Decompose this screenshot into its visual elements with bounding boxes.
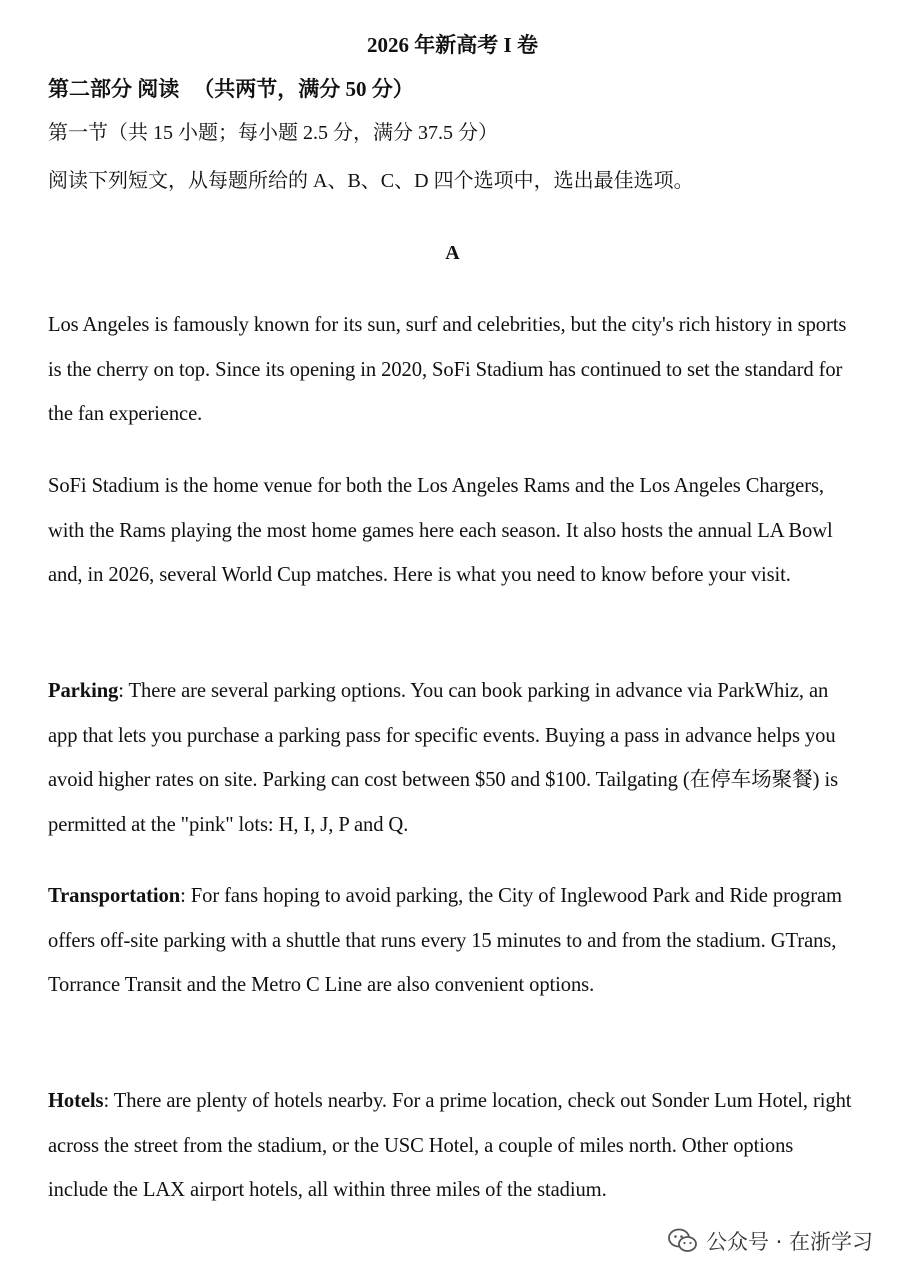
part-label: 第二部分 阅读: [48, 77, 180, 101]
wechat-icon: [668, 1228, 698, 1254]
paragraph-hotels: [48, 1079, 853, 1213]
paragraph-transportation: [48, 874, 853, 1008]
paragraph-term-parking: Parking: [48, 680, 119, 702]
instruction-text: 阅读下列短文，从每题所给的 A、B、C、D 四个选项中，选出最佳选项。: [48, 170, 694, 192]
paragraph-term-transportation: Transportation: [48, 885, 181, 907]
paragraph-text: Los Angeles is famously known for its sun, surf and celebrities, but the city's rich history in sports is the cherry on top. Since its opening in 2020, SoFi Stadium has continued to set the standard for the fan experience.: [48, 314, 847, 425]
paragraph-text: : There are several parking options. You can book parking in advance via ParkWhiz, an app that lets you purchase a parking pass for specific events. Buying a pass in advance helps you avoid higher rates on site. Parking can cost between $50 and $100. Tailgating (在停车场聚餐) is permitted at the "pink" lots: H, I, J, P and Q.: [48, 680, 838, 836]
watermark-text: 公众号 · 在浙学习: [705, 1230, 873, 1254]
section-heading: 第一节（共 15 小题；每小题 2.5 分，满分 37.5 分）: [48, 122, 498, 144]
paragraph-text: : For fans hoping to avoid parking, the City of Inglewood Park and Ride program offers off-site parking with a shuttle that runs every 15 minutes to and from the stadium. GTrans, Torrance Transit and the Metro C Line are also convenient options.: [48, 885, 842, 996]
passage-letter: A: [445, 242, 460, 264]
part-note: （共两节，满分 50 分）: [193, 77, 414, 101]
paragraph-parking: [48, 669, 853, 847]
paragraph-term-hotels: Hotels: [48, 1090, 104, 1112]
paragraph-intro: [48, 303, 853, 437]
paragraph-venue: [48, 464, 853, 598]
paragraph-text: SoFi Stadium is the home venue for both the Los Angeles Rams and the Los Angeles Chargers, with the Rams playing the most home games here each season. It also hosts the annual LA Bowl and, in 2026, several World Cup matches. Here is what you need to know before your visit.: [48, 475, 833, 586]
part-heading: [48, 74, 414, 104]
wechat-watermark: [664, 1224, 877, 1258]
paragraph-text: : There are plenty of hotels nearby. For a prime location, check out Sonder Lum Hotel, right across the street from the stadium, or the USC Hotel, a couple of miles north. Other options include the LAX airport hotels, all within three miles of the stadium.: [48, 1090, 852, 1201]
exam-title: 2026 年新高考 I 卷: [367, 33, 538, 57]
